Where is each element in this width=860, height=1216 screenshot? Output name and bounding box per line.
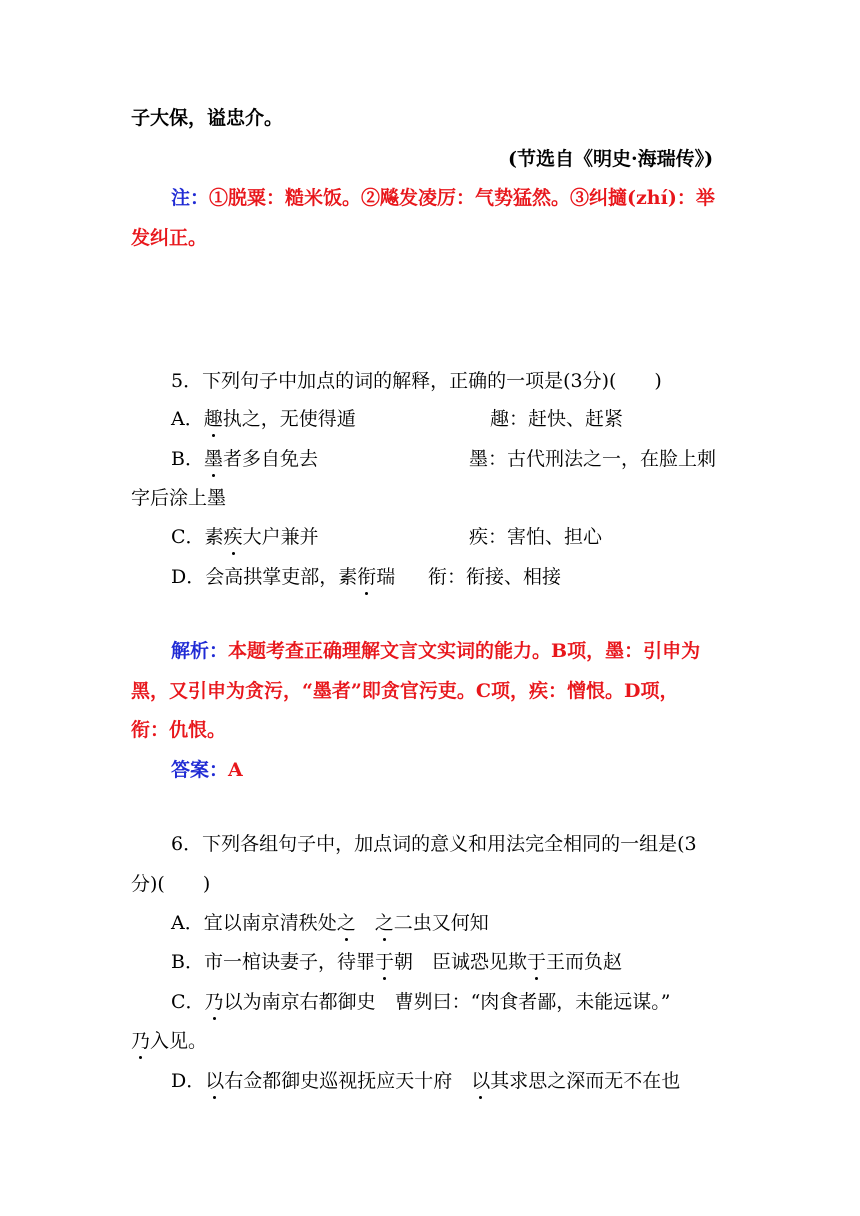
dotted-word: 趣 [204,405,223,433]
answer-label: 答案： [171,759,229,781]
dotted-word: 于 [527,948,546,976]
analysis-line-3: 衔：仇恨。 [131,719,227,741]
note-text: ①脱粟：糙米饭。②飚发凌厉：气势猛然。③纠擿(zhí)：举 [209,187,715,209]
q6-option-a: A．宜以南京清秩处之 之二虫又何知 [171,909,489,937]
note-line-1 [171,184,715,212]
analysis-line-2: 黑，又引申为贪污，“墨者”即贪官污吏。C项，疾：憎恨。D项， [131,680,679,702]
answer-value: A [228,759,243,781]
q6-option-b: B．市一棺诀妻子，待罪于朝 臣诚恐见欺于王而负赵 [171,948,622,976]
q5-option-a-expl: 趣：赶快、赶紧 [490,408,624,430]
q5-option-d: D．会高拱掌吏部，素衔瑞 [171,563,395,591]
dotted-word: 于 [375,948,394,976]
q6-option-c: C．乃以为南京右都御史 曹刿曰：“肉食者鄙，未能远谋。” [171,988,671,1016]
dotted-word: 以 [205,1067,224,1095]
analysis-label: 解析： [171,640,229,662]
note-line-2: 发纠正。 [131,227,208,249]
dotted-word: 乃 [131,1027,150,1055]
passage-tail-line: 子大保，谥忠介。 [131,107,284,129]
q5-option-b-cont: 字后涂上墨 [131,487,227,509]
q5-option-c: C．素疾大户兼并 [171,523,319,551]
q6-option-c-cont: 乃入见。 [131,1027,207,1055]
dotted-word: 之 [337,909,356,937]
passage-source: (节选自《明史·海瑞传》) [508,148,714,170]
q6-stem-1: 6．下列各组句子中，加点词的意义和用法完全相同的一组是(3 [171,833,697,855]
q6-option-d: D．以右佥都御史巡视抚应天十府 以其求思之深而无不在也 [171,1067,680,1095]
q5-option-c-expl: 疾：害怕、担心 [469,526,603,548]
dotted-word: 衔 [357,563,376,591]
q6-stem-2: 分)( ) [131,873,211,895]
analysis-line-1: 解析：本题考查正确理解文言文实词的能力。B项，墨：引申为 [171,640,701,662]
dotted-word: 以 [471,1067,490,1095]
note-label: 注： [171,187,210,209]
q5-stem: 5．下列句子中加点的词的解释，正确的一项是(3分)( ) [171,370,662,392]
dotted-word: 疾 [224,523,243,551]
dotted-word: 墨 [204,445,223,473]
q5-option-a: A．趣执之，无使得遁 [171,405,356,433]
answer-line [171,756,243,784]
dotted-word: 之 [375,909,394,937]
dotted-word: 乃 [205,988,224,1016]
q5-option-b-expl: 墨：古代刑法之一，在脸上刺 [469,448,717,470]
q5-option-b: B．墨者多自免去 [171,445,318,473]
q5-option-d-expl: 衔：衔接、相接 [428,566,562,588]
